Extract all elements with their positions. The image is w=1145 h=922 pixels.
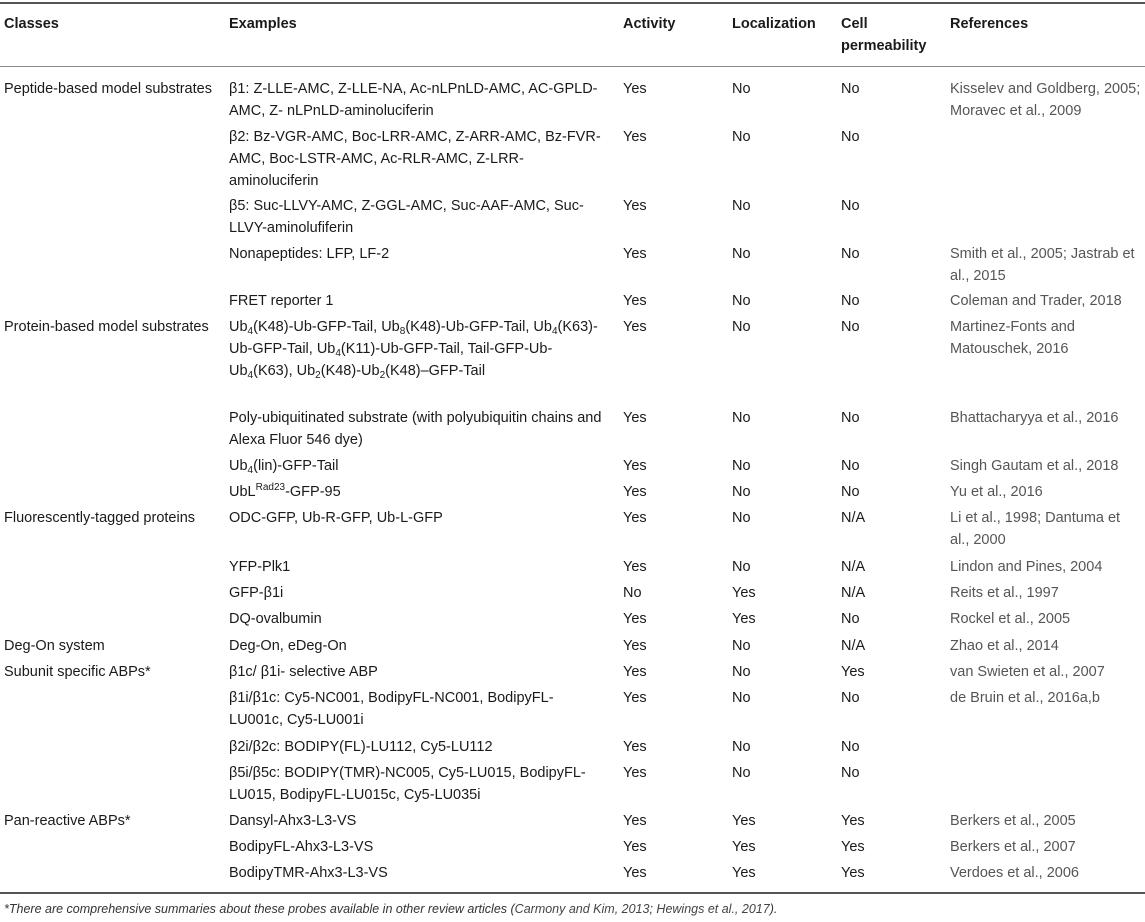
activity-cell: Yes — [623, 664, 647, 680]
localization-cell: No — [732, 510, 751, 526]
activity-cell: Yes — [623, 319, 647, 335]
activity-cell: Yes — [623, 559, 647, 575]
reference-cell: Singh Gautam et al., 2018 — [950, 458, 1119, 474]
activity-cell: Yes — [623, 813, 647, 829]
permeability-cell: Yes — [841, 865, 865, 881]
localization-cell: No — [732, 484, 751, 500]
permeability-cell: No — [841, 765, 860, 781]
reference-cell: de Bruin et al., 2016a,b — [950, 690, 1100, 706]
examples-cell: β1: Z-LLE-AMC, Z-LLE-NA, Ac-nLPnLD-AMC, AC-GPLD-AMC, Z- nLPnLD-aminoluciferin — [229, 81, 598, 119]
localization-cell: No — [732, 198, 751, 214]
localization-cell: No — [732, 293, 751, 309]
localization-cell: Yes — [732, 585, 756, 601]
bottom-rule — [0, 892, 1145, 894]
activity-cell: Yes — [623, 510, 647, 526]
permeability-cell: No — [841, 198, 860, 214]
permeability-cell: No — [841, 129, 860, 145]
header-rule — [0, 66, 1145, 67]
activity-cell: Yes — [623, 293, 647, 309]
examples-cell: Nonapeptides: LFP, LF-2 — [229, 246, 390, 262]
permeability-cell: N/A — [841, 559, 866, 575]
examples-cell: β5i/β5c: BODIPY(TMR)-NC005, Cy5-LU015, BodipyFL-LU015, BodipyFL-LU015c, Cy5-LU035i — [229, 765, 586, 803]
permeability-cell: No — [841, 319, 860, 335]
examples-cell: YFP-Plk1 — [229, 559, 291, 575]
reference-cell: van Swieten et al., 2007 — [950, 664, 1105, 680]
localization-cell: No — [732, 81, 751, 97]
examples-cell: FRET reporter 1 — [229, 293, 334, 309]
reference-cell: Yu et al., 2016 — [950, 484, 1043, 500]
activity-cell: Yes — [623, 690, 647, 706]
header-localization: Localization — [732, 16, 816, 32]
reference-cell: Rockel et al., 2005 — [950, 611, 1071, 627]
activity-cell: Yes — [623, 611, 647, 627]
localization-cell: No — [732, 246, 751, 262]
top-rule — [0, 2, 1145, 4]
permeability-cell: N/A — [841, 510, 866, 526]
activity-cell: Yes — [623, 839, 647, 855]
header-references: References — [950, 16, 1029, 32]
examples-cell: Deg-On, eDeg-On — [229, 638, 347, 654]
permeability-cell: No — [841, 458, 860, 474]
header-activity: Activity — [623, 16, 676, 32]
permeability-cell: N/A — [841, 638, 866, 654]
examples-cell: UbL$^{Rad23}$-GFP-95 — [229, 482, 341, 500]
reference-cell: Berkers et al., 2007 — [950, 839, 1076, 855]
localization-cell: Yes — [732, 611, 756, 627]
examples-cell: Poly-ubiquitinated substrate (with polyubiquitin chains and Alexa Fluor 546 dye) — [229, 410, 602, 448]
permeability-cell: N/A — [841, 585, 866, 601]
examples-cell: $Ub_4(lin)-GFP$-Tail — [229, 458, 339, 476]
header-cell-permeability: Cell permeability — [841, 16, 927, 54]
localization-cell: No — [732, 410, 751, 426]
localization-cell: No — [732, 319, 751, 335]
activity-cell: Yes — [623, 198, 647, 214]
class-subunit-specific: Subunit specific ABPs* — [4, 664, 151, 680]
reference-cell: Coleman and Trader, 2018 — [950, 293, 1122, 309]
footnote-cite-link[interactable]: Carmony and Kim, 2013 — [514, 902, 650, 916]
class-deg-on: Deg-On system — [4, 638, 105, 654]
header-classes: Classes — [4, 16, 59, 32]
permeability-cell: No — [841, 739, 860, 755]
localization-cell: No — [732, 739, 751, 755]
examples-cell: β1c/ β1i- selective ABP — [229, 664, 378, 680]
localization-cell: Yes — [732, 865, 756, 881]
examples-cell: $Ub_4(K48)-Ub-GFP$-Tail, $Ub_8(K48)-Ub-GFP$-Tail, $Ub_4(K63)-Ub-GFP$-Tail, $Ub_4(K11)-Ub-GFP$-Tail, Tail-$GFP-Ub-Ub_4(K63)$, $Ub_2(K48)-Ub_2(K48)-GFP$-Tail — [229, 319, 598, 381]
footnote-text: *There are comprehensive summaries about these probes available in other review articles ( — [4, 902, 515, 916]
permeability-cell: No — [841, 690, 860, 706]
class-peptide-based: Peptide-based model substrates — [4, 81, 212, 97]
localization-cell: No — [732, 559, 751, 575]
examples-cell: BodipyFL-Ahx3-L3-VS — [229, 839, 374, 855]
localization-cell: No — [732, 664, 751, 680]
localization-cell: No — [732, 129, 751, 145]
localization-cell: No — [732, 690, 751, 706]
localization-cell: No — [732, 765, 751, 781]
reference-cell: Berkers et al., 2005 — [950, 813, 1076, 829]
class-pan-reactive: Pan-reactive ABPs* — [4, 813, 131, 829]
permeability-cell: No — [841, 246, 860, 262]
localization-cell: Yes — [732, 839, 756, 855]
examples-cell: β1i/β1c: Cy5-NC001, BodipyFL-NC001, BodipyFL-LU001c, Cy5-LU001i — [229, 690, 554, 728]
localization-cell: No — [732, 638, 751, 654]
activity-cell: Yes — [623, 739, 647, 755]
activity-cell: Yes — [623, 458, 647, 474]
footnote-end: ). — [769, 902, 778, 916]
activity-cell: Yes — [623, 865, 647, 881]
class-protein-based: Protein-based model substrates — [4, 319, 209, 335]
reference-cell: Kisselev and Goldberg, 2005; Moravec et al., 2009 — [950, 81, 1141, 119]
permeability-cell: Yes — [841, 664, 865, 680]
reference-cell: Martinez-Fonts and Matouschek, 2016 — [950, 319, 1075, 357]
activity-cell: Yes — [623, 484, 647, 500]
permeability-cell: No — [841, 410, 860, 426]
activity-cell: Yes — [623, 638, 647, 654]
reference-cell: Verdoes et al., 2006 — [950, 865, 1079, 881]
examples-cell: Dansyl-Ahx3-L3-VS — [229, 813, 357, 829]
footnote — [4, 900, 777, 918]
header-examples: Examples — [229, 16, 297, 32]
examples-cell: BodipyTMR-Ahx3-L3-VS — [229, 865, 388, 881]
reference-cell: Zhao et al., 2014 — [950, 638, 1059, 654]
permeability-cell: Yes — [841, 813, 865, 829]
activity-cell: Yes — [623, 765, 647, 781]
class-fluorescently-tagged: Fluorescently-tagged proteins — [4, 510, 196, 526]
activity-cell: Yes — [623, 129, 647, 145]
localization-cell: No — [732, 458, 751, 474]
permeability-cell: No — [841, 293, 860, 309]
reference-cell: Bhattacharyya et al., 2016 — [950, 410, 1119, 426]
examples-cell: β2i/β2c: BODIPY(FL)-LU112, Cy5-LU112 — [229, 739, 493, 755]
examples-cell: β5: Suc-LLVY-AMC, Z-GGL-AMC, Suc-AAF-AMC, Suc-LLVY-aminolufiferin — [229, 198, 584, 236]
reference-cell: Reits et al., 1997 — [950, 585, 1059, 601]
reference-cell: Lindon and Pines, 2004 — [950, 559, 1103, 575]
reference-cell: Li et al., 1998; Dantuma et al., 2000 — [950, 510, 1121, 548]
permeability-cell: No — [841, 81, 860, 97]
localization-cell: Yes — [732, 813, 756, 829]
permeability-cell: No — [841, 484, 860, 500]
reference-cell: Smith et al., 2005; Jastrab et al., 2015 — [950, 246, 1135, 284]
examples-cell: ODC-GFP, Ub-R-GFP, Ub-L-GFP — [229, 510, 443, 526]
activity-cell: Yes — [623, 246, 647, 262]
activity-cell: Yes — [623, 81, 647, 97]
permeability-cell: No — [841, 611, 860, 627]
footnote-sep: ; — [649, 902, 657, 916]
activity-cell: No — [623, 585, 642, 601]
examples-cell: DQ-ovalbumin — [229, 611, 322, 627]
examples-cell: β2: Bz-VGR-AMC, Boc-LRR-AMC, Z-ARR-AMC, Bz-FVR-AMC, Boc-LSTR-AMC, Ac-RLR-AMC, Z-LRR-aminoluciferin — [229, 129, 601, 189]
permeability-cell: Yes — [841, 839, 865, 855]
examples-cell: GFP-β1i — [229, 585, 284, 601]
activity-cell: Yes — [623, 410, 647, 426]
footnote-cite-link[interactable]: Hewings et al., 2017 — [656, 902, 770, 916]
